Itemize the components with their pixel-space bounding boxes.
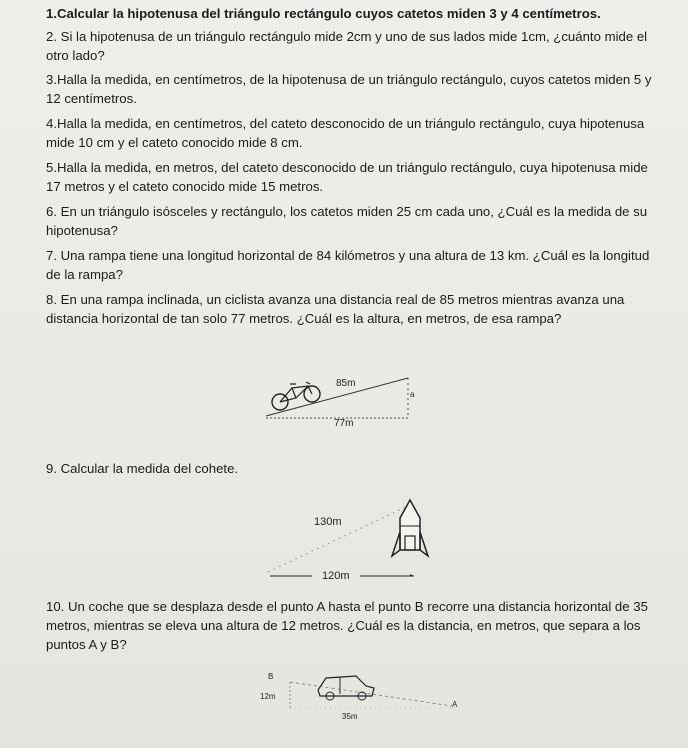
bicycle-icon <box>272 382 320 410</box>
car-icon <box>318 676 374 700</box>
rocket-icon <box>392 500 428 556</box>
bike-hyp-label: 85m <box>336 378 356 389</box>
problem-8: 8. En una rampa inclinada, un ciclista avanza una distancia real de 85 metros mientras avanza una distancia horizontal de tan solo 77 metros. ¿Cuál es la altura, en metros, de esa rampa? <box>46 292 625 326</box>
problem-5: 5.Halla la medida, en metros, del cateto desconocido de un triángulo rectángulo, cuya hipotenusa mide 17 metros y el cateto conocido mide 15 metros. <box>46 160 648 194</box>
problem-2: 2. Si la hipotenusa de un triángulo rectángulo mide 2cm y uno de sus lados mide 1cm, ¿cuánto mide el otro lado? <box>46 29 648 63</box>
point-a-label: A <box>452 700 458 709</box>
problem-6: 6. En un triángulo isósceles y rectángulo, los catetos miden 25 cm cada uno, ¿Cuál es la medida de su hipotenusa? <box>46 204 648 238</box>
car-slope-figure <box>256 664 476 734</box>
rocket-hyp-label: 130m <box>314 516 342 528</box>
bike-height-label: a <box>410 390 415 399</box>
problem-7: 7. Una rampa tiene una longitud horizontal de 84 kilómetros y una altura de 13 km. ¿Cuál es la longitud de la rampa? <box>46 248 650 282</box>
problem-1: 1.Calcular la hipotenusa del triángulo rectángulo cuyos catetos miden 3 y 4 centímetros. <box>46 6 601 21</box>
point-b-label: B <box>268 672 274 681</box>
problem-10: 10. Un coche que se desplaza desde el punto A hasta el punto B recorre una distancia horizontal de 35 metros, mientras se eleva una altura de 12 metros. ¿Cuál es la distancia, en metros, que separa a los puntos A y B? <box>46 599 648 652</box>
bike-ramp-figure <box>262 368 422 438</box>
rocket-base-label: 120m <box>322 570 350 582</box>
car-slope-line <box>290 682 452 706</box>
problem-4: 4.Halla la medida, en centímetros, del cateto desconocido de un triángulo rectángulo, cuya hipotenusa mide 10 cm y el cateto conocido mide 8 cm. <box>46 116 645 150</box>
car-base-label: 35m <box>342 712 358 721</box>
rocket-figure <box>262 492 452 592</box>
bike-base-label: 77m <box>334 418 354 429</box>
car-slope-diagram <box>256 664 476 734</box>
car-height-label: 12m <box>260 692 276 701</box>
problem-3: 3.Halla la medida, en centímetros, de la hipotenusa de un triángulo rectángulo, cuyos catetos miden 5 y 12 centímetros. <box>46 72 652 106</box>
rocket-diagram <box>262 492 452 592</box>
problem-9: 9. Calcular la medida del cohete. <box>46 461 239 476</box>
